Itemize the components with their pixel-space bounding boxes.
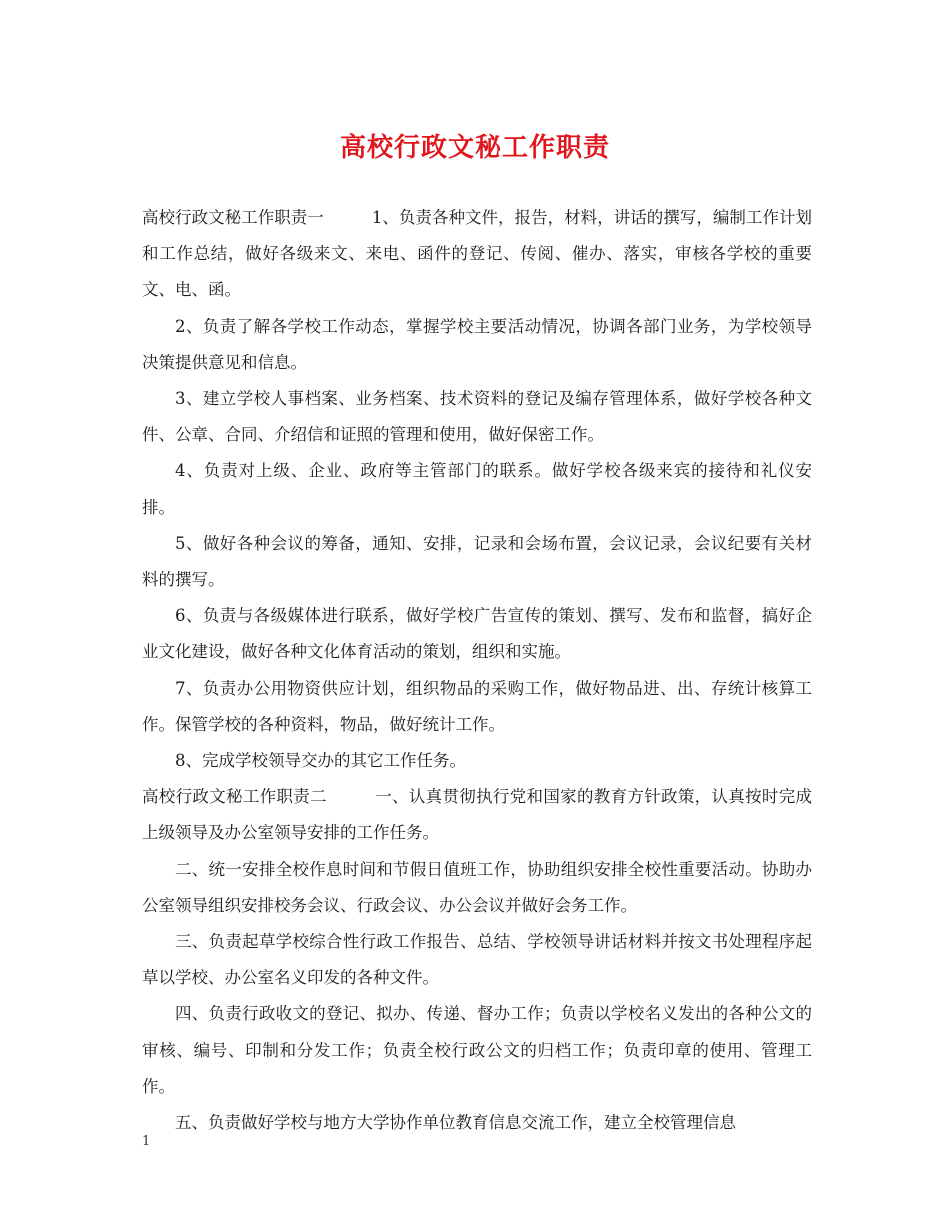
paragraph: 8、完成学校领导交办的其它工作任务。 [175,751,466,771]
section-heading: 高校行政文秘工作职责一 [142,208,324,227]
paragraph [142,200,812,309]
paragraph-text: 一、认真贯彻执行党和国家的教育方针政策，认真按时完成上级领导及办公室领导安排的工作任务。 [142,787,813,843]
paragraph: 2、负责了解各学校工作动态，掌握学校主要活动情况，协调各部门业务，为学校领导决策提供意见和信息。 [142,316,812,372]
section-heading: 高校行政文秘工作职责二 [142,787,327,807]
document-body [142,200,812,1141]
paragraph: 五、负责做好学校与地方大学协作单位教育信息交流工作，建立全校管理信息 [175,1113,736,1133]
paragraph: 4、负责对上级、企业、政府等主管部门的联系。做好学校各级来宾的接待和礼仪安排。 [142,461,812,517]
paragraph: 二、统一安排全校作息时间和节假日值班工作，协助组织安排全校性重要活动。协助办公室领导组织安排校务会议、行政会议、办公会议并做好会务工作。 [142,859,812,915]
paragraph: 四、负责行政收文的登记、拟办、传递、督办工作；负责以学校名义发出的各种公文的审核、编号、印制和分发工作；负责全校行政公文的归档工作；负责印章的使用、管理工作。 [142,1004,812,1096]
paragraph: 三、负责起草学校综合性行政工作报告、总结、学校领导讲话材料并按文书处理程序起草以学校、办公室名义印发的各种文件。 [142,932,812,988]
paragraph: 6、负责与各级媒体进行联系，做好学校广告宣传的策划、撰写、发布和监督，搞好企业文化建设，做好各种文化体育活动的策划，组织和实施。 [142,606,812,662]
page-number: 1 [142,1134,151,1149]
paragraph: 5、做好各种会议的筹备，通知、安排，记录和会场布置，会议记录，会议纪要有关材料的撰写。 [142,533,812,590]
document-title: 高校行政文秘工作职责 [339,133,610,163]
paragraph: 3、建立学校人事档案、业务档案、技术资料的登记及编存管理体系，做好学校各种文件、公章、合同、介绍信和证照的管理和使用，做好保密工作。 [142,389,812,445]
paragraph: 7、负责办公用物资供应计划，组织物品的采购工作，做好物品进、出、存统计核算工作。保管学校的各种资料，物品，做好统计工作。 [142,678,812,734]
paragraph [142,779,812,851]
paragraph-text: 1、负责各种文件，报告，材料，讲话的撰写，编制工作计划和工作总结，做好各级来文、来电、函件的登记、传阅、催办、落实，审核各学校的重要文、电、函。 [142,208,813,300]
